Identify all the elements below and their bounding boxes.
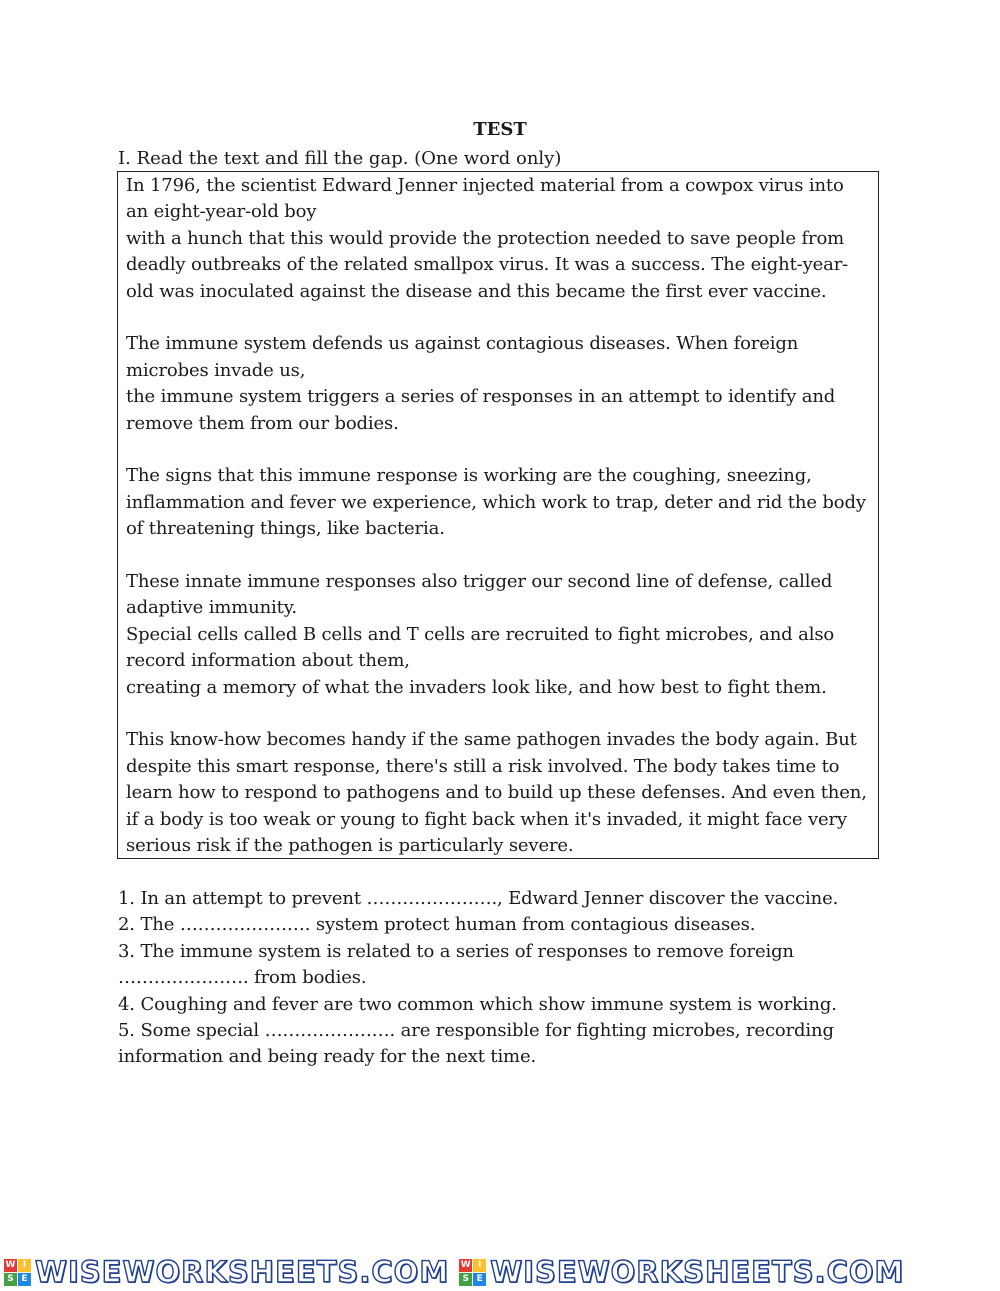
- passage-line: with a hunch that this would provide the protection needed to save people from deadly outbreaks of the related smallpox virus. It was a success. The eight-year-old was inoculated against the disease and this became the first ever vaccine.: [126, 227, 849, 302]
- passage-line: This know-how becomes handy if the same pathogen invades the body again. But despite this smart response, there's still a risk involved. The body takes time to learn how to respond to pathogens and to build up these defenses. And even then, if a body is too weak or young to fight back when it's invaded, it might face very serious risk if the pathogen is particularly severe.: [126, 729, 867, 857]
- logo-letter: E: [18, 1273, 31, 1286]
- wise-logo-icon: [4, 1259, 31, 1286]
- passage-paragraph: [126, 331, 869, 437]
- question-4: 4. Coughing and fever are two common which show immune system is working.: [118, 993, 837, 1015]
- passage-line: Special cells called B cells and T cells are recruited to fight microbes, and also record information about them,: [126, 623, 835, 672]
- passage-line: creating a memory of what the invaders look like, and how best to fight them.: [126, 676, 827, 698]
- question-1: 1. In an attempt to prevent …………………., Edward Jenner discover the vaccine.: [118, 888, 839, 909]
- brand-watermark[interactable]: [455, 1255, 904, 1289]
- passage-line: In 1796, the scientist Edward Jenner injected material from a cowpox virus into an eight-year-old boy: [126, 175, 844, 223]
- question-3: 3. The immune system is related to a series of responses to remove foreign …………………. from bodies.: [118, 940, 794, 989]
- brand-text: WISEWORKSHEETS.COM: [490, 1255, 905, 1289]
- passage-paragraph: [126, 173, 869, 305]
- brand-text: WISEWORKSHEETS.COM: [35, 1255, 450, 1289]
- passage-line: The signs that this immune response is working are the coughing, sneezing, inflammation and fever we experience, which work to trap, deter and rid the body of threatening things, like bacteria.: [126, 465, 866, 540]
- logo-letter: I: [18, 1259, 31, 1272]
- logo-letter: I: [473, 1259, 486, 1272]
- passage-line: the immune system triggers a series of responses in an attempt to identify and remove them from our bodies.: [126, 386, 836, 434]
- passage-paragraph: [126, 569, 869, 701]
- footer-watermark: [0, 1253, 1000, 1291]
- passage-line: These innate immune responses also trigger our second line of defense, called adaptive immunity.: [126, 571, 833, 619]
- logo-letter: W: [460, 1260, 471, 1270]
- brand-watermark[interactable]: [0, 1255, 449, 1289]
- question-5: 5. Some special …………………. are responsible for fighting microbes, recording information and being ready for the next time.: [118, 1020, 834, 1068]
- passage-paragraph: [126, 463, 869, 542]
- worksheet-title: TEST: [473, 119, 527, 140]
- passage-paragraph: [126, 727, 869, 859]
- gap-fill-questions: [118, 886, 858, 1071]
- logo-letter: S: [4, 1273, 17, 1286]
- logo-letter: E: [473, 1273, 486, 1286]
- logo-letter: S: [459, 1273, 472, 1286]
- wise-logo-icon: [459, 1259, 486, 1286]
- question-2: 2. The …………………. system protect human from contagious diseases.: [118, 914, 756, 936]
- passage-line: The immune system defends us against contagious diseases. When foreign microbes invade us,: [126, 333, 799, 381]
- logo-letter: W: [5, 1260, 16, 1270]
- reading-passage-box: [117, 171, 879, 859]
- instruction-text: I. Read the text and fill the gap. (One word only): [118, 148, 562, 169]
